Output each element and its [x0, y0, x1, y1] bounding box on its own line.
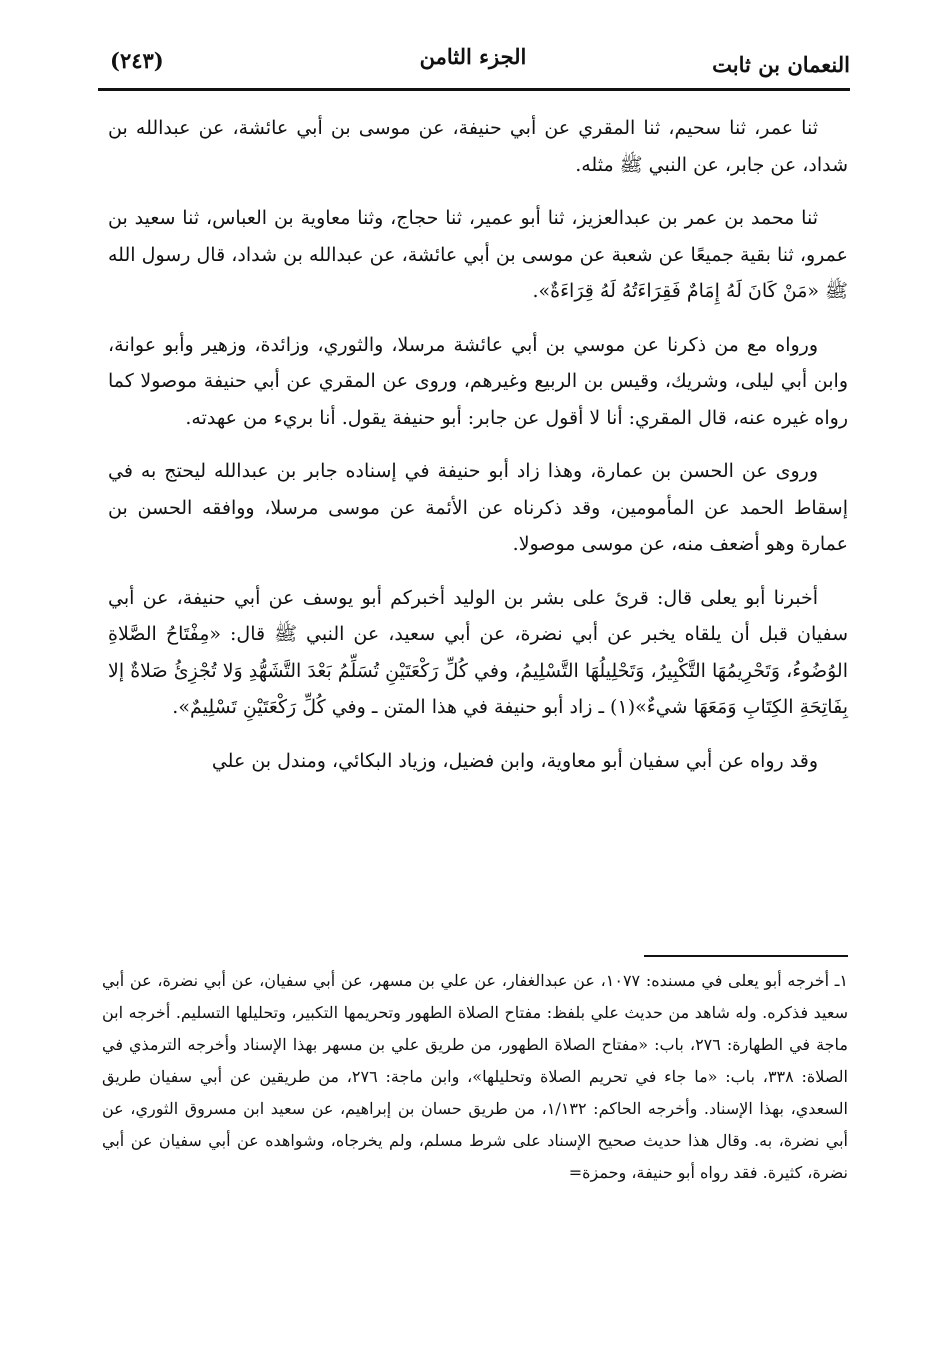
header-divider — [98, 88, 850, 91]
paragraph-5: أخبرنا أبو يعلى قال: قرئ على بشر بن الوليد أخبركم أبو يوسف عن أبي حنيفة، عن أبي سفيان قبل أن يلقاه يخبر عن أبي نضرة، عن أبي سعيد، عن النبي ﷺ قال: «مِفْتَاحُ الصَّلاةِ الوُضُوءُ، وَتَحْرِيمُهَا التَّكْبِيرُ، وَتَحْلِيلُهَا التَّسْلِيمُ، وفي كُلِّ رَكْعَتَيْنِ تُسَلِّمُ بَعْدَ التَّشَهُّدِ وَلا تُجْزِئُ صَلاةٌ إلا بِفَاتِحَةِ الكِتَابِ وَمَعَهَا شيءٌ»(١) ـ زاد أبو حنيفة في هذا المتن ـ وفي كُلِّ رَكْعَتَيْنِ تَسْلِيمٌ». — [108, 586, 848, 718]
page-number: (٢٤٣) — [110, 48, 164, 73]
paragraph-4: وروى عن الحسن بن عمارة، وهذا زاد أبو حنيفة في إسناده جابر بن عبدالله ليحتج به في إسقاط الحمد عن المأمومين، وقد ذكرناه عن الأئمة عن موسى مرسلا، ووافقه الحسن بن عمارة وهو أضعف منه، عن موسى موصولا. — [108, 460, 848, 555]
paragraph-3: ورواه مع من ذكرنا عن موسي بن أبي عائشة مرسلا، والثوري، وزائدة، وزهير وأبو عوانة، وابن أبي ليلى، وشريك، وقيس بن الربيع وغيرهم، وروى عن المقري عن أبي حنيفة موصولا كما رواه غيره عنه، قال المقري: أنا لا أقول عن جابر: أبو حنيفة يقول. أنا بريء من عهدته. — [108, 333, 848, 429]
paragraph-2: ثنا محمد بن عمر بن عبدالعزيز، ثنا أبو عمير، ثنا حجاج، وثنا معاوية بن العباس، ثنا سعيد بن عمرو، ثنا بقية جميعًا عن شعبة عن موسى بن أبي عائشة، عن عبدالله بن شداد، قال رسول الله ﷺ «مَنْ كَانَ لَهُ إِمَامٌ فَقِرَاءَتُهُ لَهُ قِرَاءَةٌ». — [108, 207, 848, 302]
footnote-section — [102, 965, 848, 1189]
footnote-divider — [644, 955, 848, 957]
footnote-1: ١ـ أخرجه أبو يعلى في مسنده: ١٠٧٧، عن عبدالغفار، عن علي بن مسهر، عن أبي سفيان، عن أبي نضرة، عن أبي سعيد فذكره. وله شاهد من حديث علي بلفظ: مفتاح الصلاة الطهور وتحريمها التكبير، وتحليلها التسليم. أخرجه ابن ماجة في الطهارة: ٢٧٦، باب: «مفتاح الصلاة الطهور، من طريق علي بن مسهر بهذا الإسناد وأخرجه الترمذي في الصلاة: ٣٣٨، باب: «ما جاء في تحريم الصلاة وتحليلها»، وابن ماجة: ٢٧٦، من طريقين عن أبي سفيان طريق السعدي، بهذا الإسناد. وأخرجه الحاكم: ١/١٣٢، من طريق حسان بن إبراهيم، عن سعيد ابن مسروق الثوري، عن أبي نضرة، به. وقال هذا حديث صحيح الإسناد على شرط مسلم، ولم يخرجاه، وشواهده عن أبي سفيان عن أبي نضرة، كثيرة. فقد رواه أبو حنيفة، وحمزة= — [102, 971, 849, 1182]
main-text — [108, 110, 848, 796]
page-header — [96, 40, 850, 86]
paragraph-6: وقد رواه عن أبي سفيان أبو معاوية، وابن فضيل، وزياد البكائي، ومندل بن علي — [211, 749, 818, 772]
paragraph-1: ثنا عمر، ثنا سحيم، ثنا المقري عن أبي حنيفة، عن موسى بن أبي عائشة، عن عبدالله بن شداد، عن جابر، عن النبي ﷺ مثله. — [108, 117, 848, 176]
volume-title: الجزء الثامن — [419, 44, 527, 69]
running-title: النعمان بن ثابت — [712, 52, 850, 77]
